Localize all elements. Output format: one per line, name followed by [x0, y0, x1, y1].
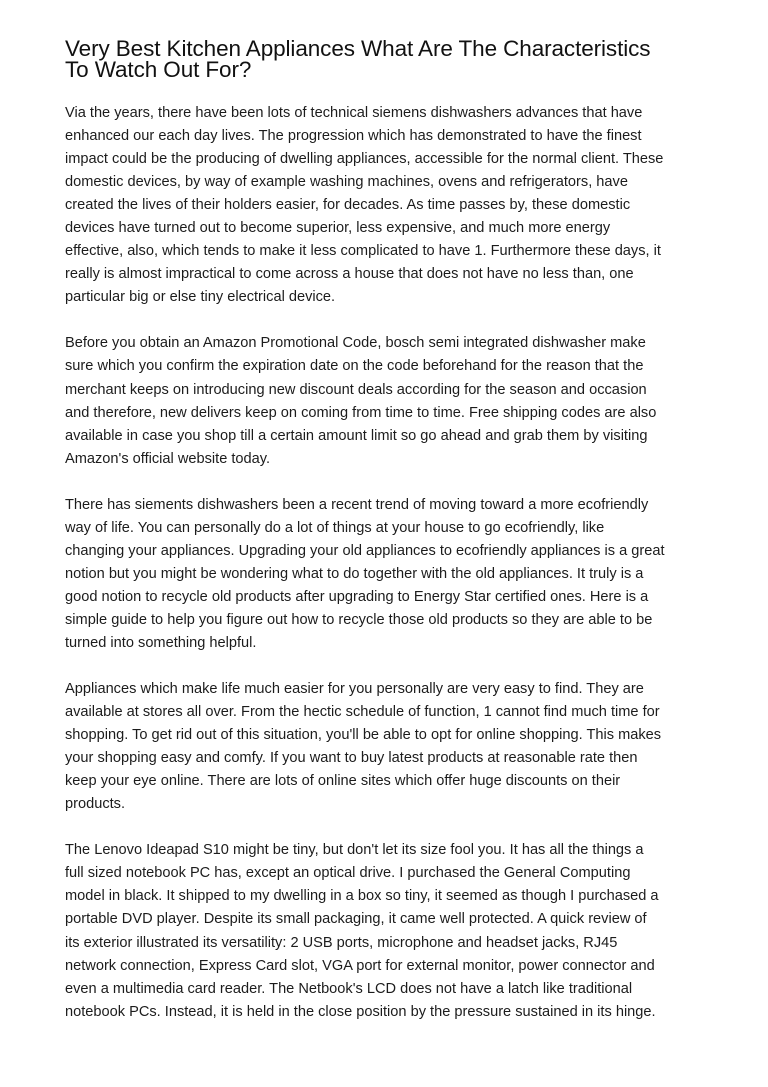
text-line: portable DVD player. Despite its small packaging, it came well protected. A quick review of	[65, 911, 647, 928]
text-line: keep your eye online. There are lots of online sites which offer huge discounts on their	[65, 773, 621, 790]
text-line: merchant keeps on introducing new discount deals according for the season and occasion	[65, 381, 647, 398]
text-line: notion but you might be wondering what to do together with the old appliances. It truly is a	[65, 565, 644, 582]
text-line: shopping. To get rid out of this situation, you'll be able to opt for online shopping. This makes	[65, 727, 662, 744]
text-line: products.	[65, 796, 126, 813]
text-line: simple guide to help you figure out how to recycle those old products so they are able to be	[65, 611, 653, 628]
text-line: enhanced our each day lives. The progression which has demonstrated to have the finest	[65, 128, 642, 145]
text-line: model in black. It shipped to my dwelling in a box so tiny, it seemed as though I purchased a	[65, 888, 659, 905]
text-line: domestic devices, by way of example washing machines, ovens and refrigerators, have	[65, 174, 628, 191]
paragraph-lenovo-review	[65, 839, 710, 1023]
text-line: turned into something helpful.	[65, 634, 257, 651]
paragraph-intro	[65, 102, 710, 309]
text-line: changing your appliances. Upgrading your old appliances to ecofriendly appliances is a great	[65, 542, 665, 559]
text-line: network connection, Express Card slot, VGA port for external monitor, power connector and	[65, 957, 655, 974]
text-line: Appliances which make life much easier for you personally are very easy to find. They are	[65, 681, 644, 698]
text-line: available in case you shop till a certain amount limit so go ahead and grab them by visiting	[65, 427, 648, 444]
text-line: particular big or else tiny electrical device.	[65, 289, 336, 306]
document-title	[65, 38, 710, 80]
text-line: created the lives of their holders easier, for decades. As time passes by, these domestic	[65, 197, 631, 214]
document-page	[65, 38, 710, 1024]
text-line: even a multimedia card reader. The Netbook's LCD does not have a latch like traditional	[65, 980, 633, 997]
text-line: Via the years, there have been lots of technical siemens dishwashers advances that have	[65, 105, 643, 121]
text-line: notebook PCs. Instead, it is held in the close position by the pressure sustained in its hinge.	[65, 1003, 656, 1020]
text-line: and therefore, new delivers keep on coming from time to time. Free shipping codes are also	[65, 404, 657, 421]
text-line: your shopping easy and comfy. If you want to buy latest products at reasonable rate then	[65, 750, 638, 767]
paragraph-ecofriendly	[65, 494, 710, 655]
text-line: its exterior illustrated its versatility: 2 USB ports, microphone and headset jacks, RJ45	[65, 934, 618, 951]
text-line: The Lenovo Ideapad S10 might be tiny, but don't let its size fool you. It has all the things a	[65, 842, 644, 859]
text-line: There has siements dishwashers been a recent trend of moving toward a more ecofriendly	[65, 496, 649, 513]
text-line: really is almost impractical to come across a house that does not have no less than, one	[65, 266, 634, 283]
paragraph-promo-code	[65, 332, 710, 470]
text-line: full sized notebook PC has, except an optical drive. I purchased the General Computing	[65, 865, 631, 882]
text-line: way of life. You can personally do a lot of things at your house to go ecofriendly, like	[65, 519, 605, 536]
title-line: To Watch Out For?	[65, 57, 252, 82]
text-line: Before you obtain an Amazon Promotional Code, bosch semi integrated dishwasher make	[65, 335, 646, 352]
title-line: Very Best Kitchen Appliances What Are The Characteristics	[65, 36, 651, 61]
text-line: sure which you confirm the expiration date on the code beforehand for the reason that the	[65, 358, 644, 375]
text-line: good notion to recycle old products after upgrading to Energy Star certified ones. Here is a	[65, 588, 649, 605]
text-line: impact could be the producing of dwelling appliances, accessible for the normal client. These	[65, 151, 664, 168]
text-line: effective, also, which tends to make it less complicated to have 1. Furthermore these days, it	[65, 243, 661, 260]
text-line: devices have turned out to become superior, less expensive, and much more energy	[65, 220, 611, 237]
paragraph-online-shopping	[65, 678, 710, 816]
text-line: available at stores all over. From the hectic schedule of function, 1 cannot find much time for	[65, 704, 660, 721]
text-line: Amazon's official website today.	[65, 450, 271, 467]
